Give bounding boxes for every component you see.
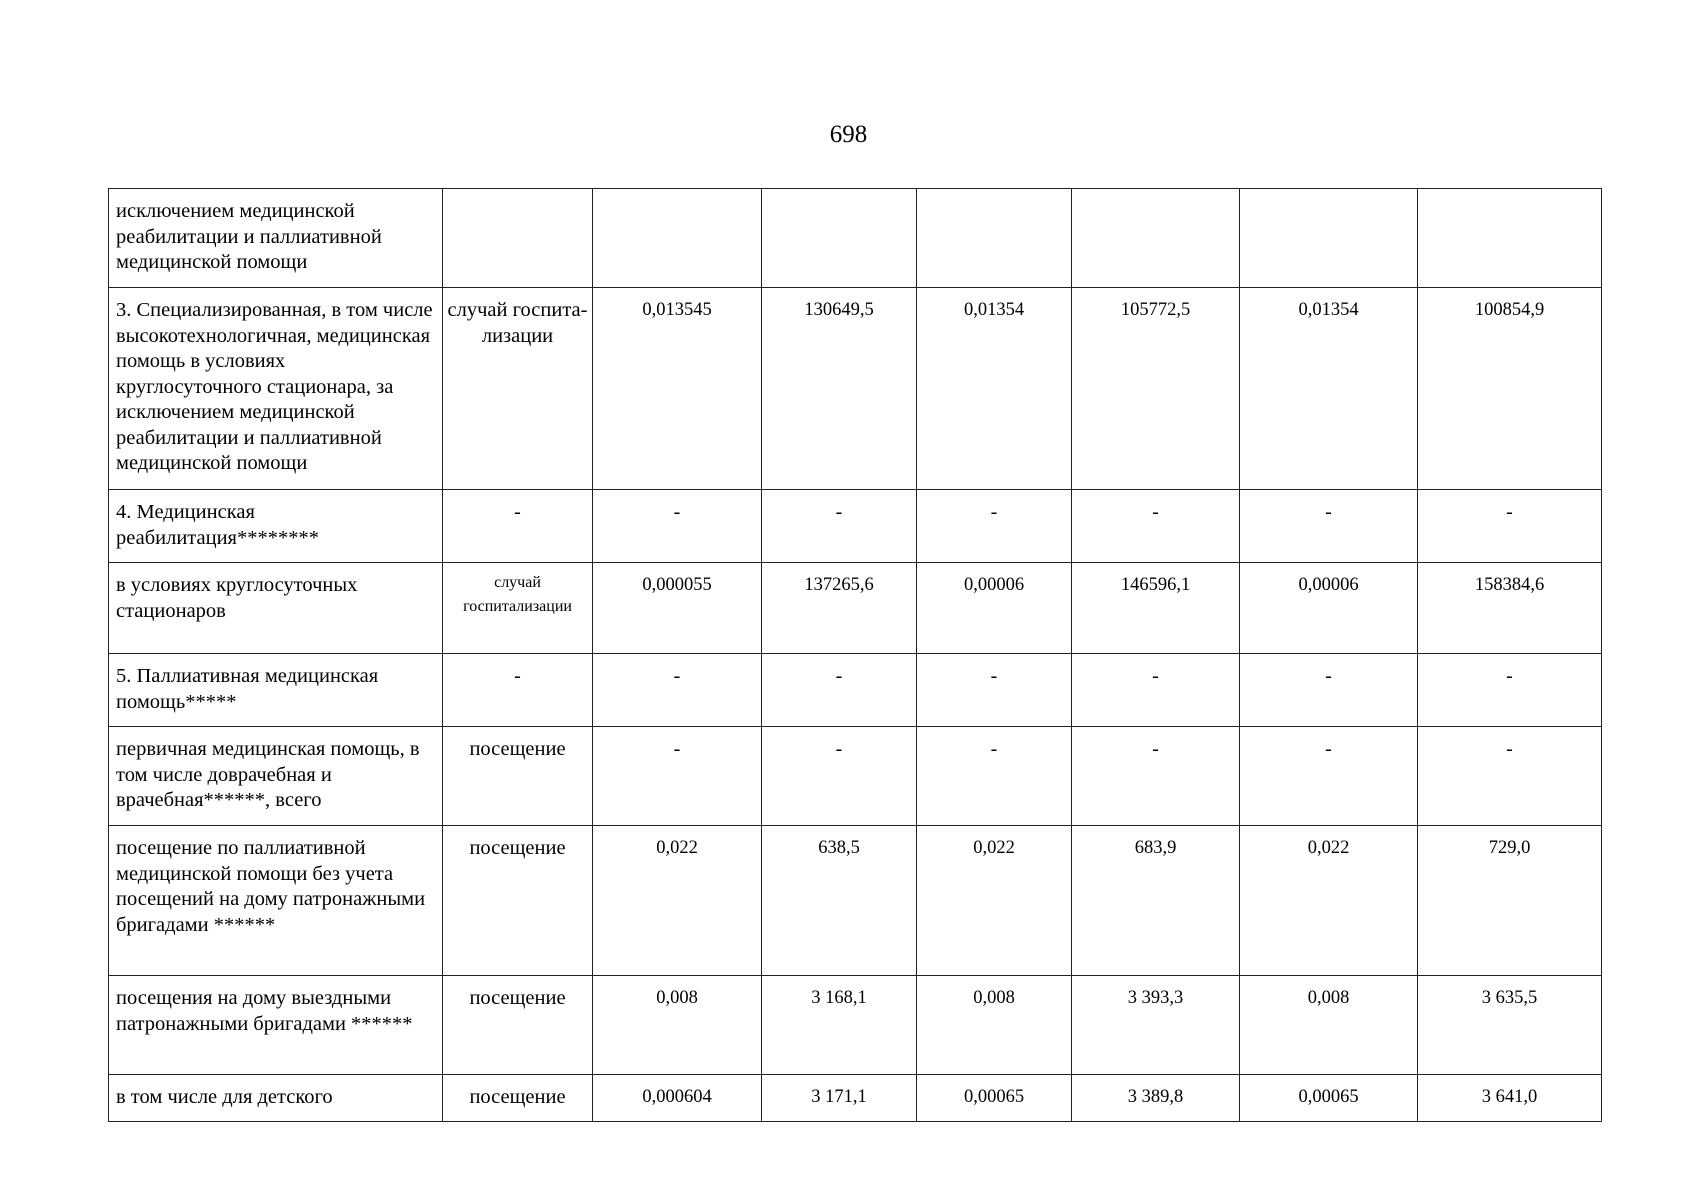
- value-cell: 0,022: [593, 826, 762, 976]
- value-cell: 638,5: [762, 826, 917, 976]
- table-row: [109, 563, 1602, 654]
- table-row: [109, 1075, 1602, 1122]
- unit-cell: -: [443, 654, 593, 727]
- value-cell: -: [1240, 654, 1418, 727]
- value-cell: 3 393,3: [1072, 976, 1240, 1075]
- row-name-cell: посещение по паллиативной медицинской помощи без учета посещений на дому патронажными бригадами ******: [109, 826, 443, 976]
- value-cell: 0,008: [1240, 976, 1418, 1075]
- value-cell: 3 635,5: [1418, 976, 1602, 1075]
- value-cell: 105772,5: [1072, 288, 1240, 490]
- page-number: 698: [829, 121, 868, 148]
- row-name-cell: 4. Медицинская реабилитация********: [109, 490, 443, 563]
- row-name-cell: в том числе для детского: [109, 1075, 443, 1122]
- value-cell: 137265,6: [762, 563, 917, 654]
- value-cell: 0,00065: [917, 1075, 1072, 1122]
- value-cell: 146596,1: [1072, 563, 1240, 654]
- value-cell: -: [1418, 727, 1602, 826]
- value-cell: -: [917, 727, 1072, 826]
- value-cell: 0,01354: [1240, 288, 1418, 490]
- value-cell: -: [1072, 727, 1240, 826]
- value-cell: 683,9: [1072, 826, 1240, 976]
- table-row: [109, 976, 1602, 1075]
- table-row: [109, 826, 1602, 976]
- value-cell: 0,00065: [1240, 1075, 1418, 1122]
- table-row: [109, 189, 1602, 288]
- row-name-cell: 3. Специализированная, в том числе высокотехнологичная, медицинская помощь в условиях круглосуточного стационара, за исключением медицинской реабилитации и паллиативной медицинской помощи: [109, 288, 443, 490]
- unit-cell: посещение: [443, 1075, 593, 1122]
- value-cell: 158384,6: [1418, 563, 1602, 654]
- value-cell: 3 168,1: [762, 976, 917, 1075]
- value-cell: -: [1240, 490, 1418, 563]
- table-row: [109, 654, 1602, 727]
- value-cell: [1418, 189, 1602, 288]
- value-cell: -: [593, 490, 762, 563]
- value-cell: 0,008: [917, 976, 1072, 1075]
- table-row: [109, 288, 1602, 490]
- value-cell: -: [762, 727, 917, 826]
- value-cell: 130649,5: [762, 288, 917, 490]
- value-cell: 100854,9: [1418, 288, 1602, 490]
- value-cell: 729,0: [1418, 826, 1602, 976]
- table-row: [109, 727, 1602, 826]
- value-cell: -: [1240, 727, 1418, 826]
- value-cell: -: [593, 654, 762, 727]
- value-cell: -: [1072, 490, 1240, 563]
- value-cell: 0,022: [917, 826, 1072, 976]
- row-name-cell: исключением медицинской реабилитации и паллиативной медицинской помощи: [109, 189, 443, 288]
- value-cell: -: [917, 654, 1072, 727]
- value-cell: 0,000604: [593, 1075, 762, 1122]
- value-cell: -: [593, 727, 762, 826]
- value-cell: -: [1418, 654, 1602, 727]
- value-cell: -: [762, 654, 917, 727]
- value-cell: [593, 189, 762, 288]
- value-cell: -: [762, 490, 917, 563]
- value-cell: [762, 189, 917, 288]
- value-cell: 0,00006: [1240, 563, 1418, 654]
- unit-cell: посещение: [443, 976, 593, 1075]
- standards-table: [108, 188, 1602, 1122]
- value-cell: 3 171,1: [762, 1075, 917, 1122]
- row-name-cell: в условиях круглосуточных стационаров: [109, 563, 443, 654]
- value-cell: 3 389,8: [1072, 1075, 1240, 1122]
- value-cell: -: [1072, 654, 1240, 727]
- row-name-cell: 5. Паллиативная медицинская помощь*****: [109, 654, 443, 727]
- value-cell: -: [1418, 490, 1602, 563]
- value-cell: 0,008: [593, 976, 762, 1075]
- table-row: [109, 490, 1602, 563]
- value-cell: [1240, 189, 1418, 288]
- unit-cell: [443, 189, 593, 288]
- row-name-cell: посещения на дому выездными патронажными бригадами ******: [109, 976, 443, 1075]
- value-cell: 3 641,0: [1418, 1075, 1602, 1122]
- value-cell: 0,022: [1240, 826, 1418, 976]
- unit-cell: -: [443, 490, 593, 563]
- value-cell: 0,000055: [593, 563, 762, 654]
- value-cell: -: [917, 490, 1072, 563]
- unit-cell: посещение: [443, 826, 593, 976]
- unit-cell: случай госпитализации: [443, 563, 593, 654]
- row-name-cell: первичная медицинская помощь, в том числе доврачебная и врачебная******, всего: [109, 727, 443, 826]
- value-cell: 0,01354: [917, 288, 1072, 490]
- unit-cell: посещение: [443, 727, 593, 826]
- value-cell: [1072, 189, 1240, 288]
- value-cell: 0,00006: [917, 563, 1072, 654]
- value-cell: [917, 189, 1072, 288]
- value-cell: 0,013545: [593, 288, 762, 490]
- unit-cell: случай госпита-лизации: [443, 288, 593, 490]
